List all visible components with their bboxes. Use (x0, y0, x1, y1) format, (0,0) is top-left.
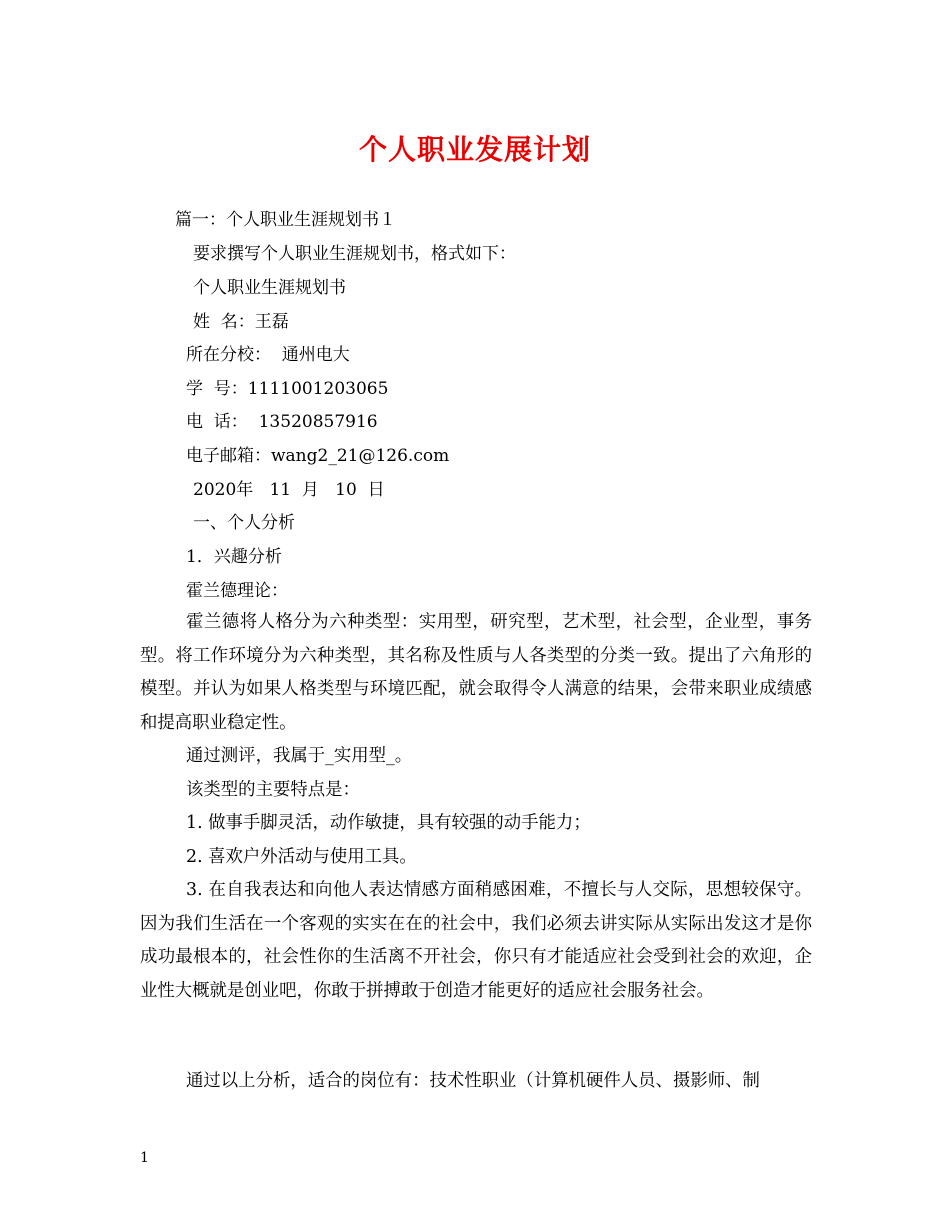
paragraph: 通过以上分析，适合的岗位有：技术性职业（计算机硬件人员、摄影师、制 (186, 1071, 760, 1091)
paragraph: 通过测评，我属于_实用型_。 (186, 746, 413, 766)
document-title: 个人职业发展计划 (358, 133, 591, 166)
subsection-heading: 1．兴趣分析 (186, 547, 282, 567)
section-heading: 一、个人分析 (193, 513, 295, 533)
list-item: 2. 喜欢户外活动与使用工具。 (186, 847, 417, 867)
section-heading: 篇一：个人职业生涯规划书１ (175, 210, 396, 230)
page-number: 1 (140, 1150, 149, 1166)
date-line: 2020年 11 月 10 日 (193, 480, 385, 500)
paragraph: 霍兰德将人格分为六种类型：实用型，研究型，艺术型，社会型，企业型，事务型。将工作环境分为六种类型，其名称及性质与人各类型的分类一致。提出了六角形的模型。并认为如果人格类型与环境匹配，就会取得令人满意的结果，会带来职业成绩感和提高职业稳定性。 (140, 612, 812, 733)
email-line: 电子邮箱：wang2_21@126.com (186, 446, 450, 466)
paragraph: 该类型的主要特点是： (186, 780, 360, 800)
branch-line: 所在分校： 通州电大 (186, 345, 350, 365)
name-line: 姓 名：王磊 (193, 312, 289, 332)
student-id-line: 学 号：1111001203065 (186, 379, 389, 399)
text-line: 个人职业生涯规划书 (193, 278, 346, 298)
text-line: 要求撰写个人职业生涯规划书，格式如下： (193, 244, 516, 264)
list-item: 3. 在自我表达和向他人表达情感方面稍感困难，不擅长与人交际，思想较保守。 因为我们生活在一个客观的实实在在的社会中，我们必须去讲实际从实际出发这才是你成功最根本的，社会性你的生活离不开社会，你只有才能适应社会受到社会的欢迎，企业性大概就是创业吧，你敢于拼搏敢于创造才能更好的适应社会服务社会。 (140, 880, 812, 1001)
phone-line: 电 话： 13520857916 (186, 412, 378, 432)
text-line: 霍兰德理论： (186, 581, 288, 601)
list-item: 1. 做事手脚灵活，动作敏捷，具有较强的动手能力； (186, 813, 591, 833)
